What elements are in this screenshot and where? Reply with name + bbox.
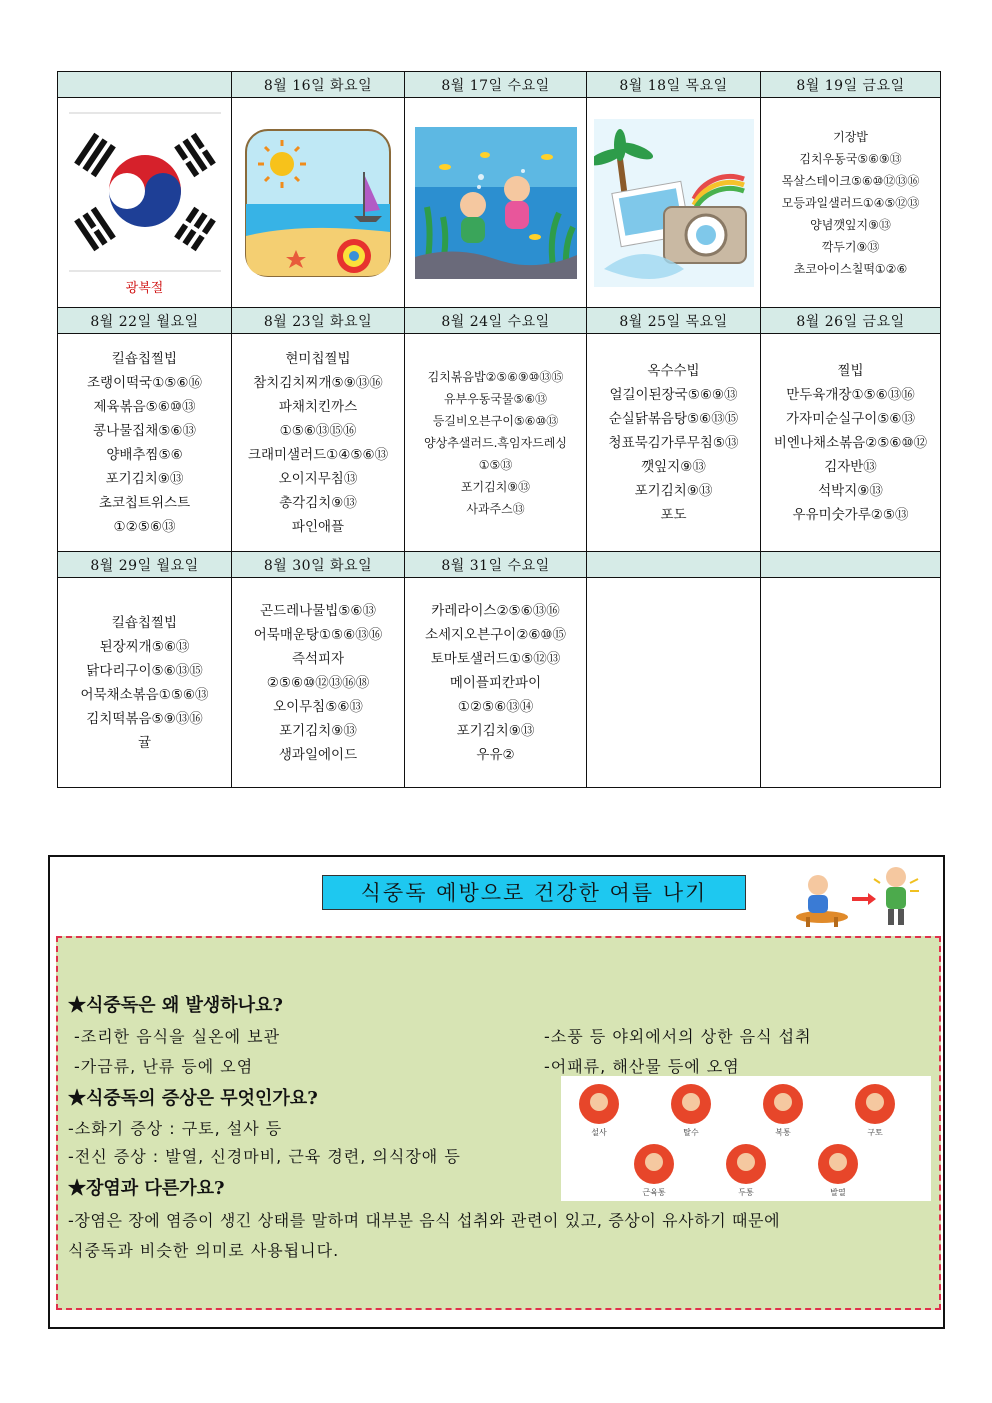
menu-item: 초코칩트위스트 <box>98 494 191 511</box>
week2-thu-header: 8월 25일 목요일 <box>587 308 761 334</box>
week2-wed-menu <box>405 366 586 520</box>
week3-fri-header <box>761 552 941 578</box>
menu-item: ②⑤⑥⑩⑫⑬⑯⑱ <box>266 674 370 691</box>
menu-item: 어묵채소볶음①⑤⑥⑬ <box>80 686 209 703</box>
korean-flag-image <box>67 109 223 275</box>
week3-header-row <box>58 552 941 578</box>
week3-mon-menu <box>58 611 231 755</box>
menu-item: 생과일에이드 <box>278 746 358 763</box>
menu-item: 포기김치⑨⑬ <box>456 722 535 739</box>
symptom-label: 설사 <box>591 1128 607 1137</box>
symptom-face-icon <box>590 1093 608 1111</box>
menu-item: 김자반⑬ <box>824 458 877 475</box>
week2-fri-cell <box>761 334 941 552</box>
week2-wed-cell <box>405 334 587 552</box>
week3-wed-menu <box>405 599 586 767</box>
week3-wed-header: 8월 31일 수요일 <box>405 552 587 578</box>
week3-thu-cell <box>587 578 761 788</box>
week3-wed-cell <box>405 578 587 788</box>
week3-mon-header: 8월 29일 월요일 <box>58 552 232 578</box>
menu-item: 양상추샐러드.흑임자드레싱 <box>424 435 567 450</box>
menu-item: 양배추찜⑤⑥ <box>106 446 183 463</box>
menu-item: 포기김치⑨⑬ <box>105 470 184 487</box>
menu-item: 귤 <box>137 734 152 751</box>
menu-item: 크래미샐러드①④⑤⑥⑬ <box>247 446 389 463</box>
week3-tue-cell <box>232 578 405 788</box>
week3-tue-menu <box>232 599 404 767</box>
menu-item: 오이무침⑤⑥⑬ <box>273 698 363 715</box>
week3-thu-header <box>587 552 761 578</box>
week3-tue-header: 8월 30일 화요일 <box>232 552 405 578</box>
beach-cell <box>232 98 405 308</box>
symptom-label: 구토 <box>867 1128 883 1137</box>
week2-mon-header: 8월 22일 월요일 <box>58 308 232 334</box>
food-poisoning-title: 식중독 예방으로 건강한 여름 나기 <box>322 875 746 910</box>
symptom-face-icon <box>737 1153 755 1171</box>
snorkel-cell <box>405 98 587 308</box>
symptom-face-icon <box>774 1093 792 1111</box>
menu-item: 총각김치⑨⑬ <box>279 494 357 511</box>
symptom-label: 근육통 <box>642 1188 666 1197</box>
week1-day1-header <box>58 72 232 98</box>
week1-day4-header: 8월 18일 목요일 <box>587 72 761 98</box>
week2-tue-menu <box>232 347 404 539</box>
menu-item: 가자미순실구이⑤⑥⑬ <box>786 410 915 427</box>
menu-item: 우유② <box>476 746 515 763</box>
menu-item: 포기김치⑨⑬ <box>634 482 713 499</box>
week1-day5-header: 8월 19일 금요일 <box>761 72 941 98</box>
week1-day3-header: 8월 17일 수요일 <box>405 72 587 98</box>
menu-item: 어묵매운탕①⑤⑥⑬⑯ <box>253 626 383 643</box>
menu-item: 기장밥 <box>833 129 868 144</box>
week2-tue-cell <box>232 334 405 552</box>
week1-fri-menu <box>761 126 940 280</box>
menu-item: 김치떡볶음⑤⑨⑬⑯ <box>86 710 203 727</box>
menu-item: 메이플피칸파이 <box>449 674 542 691</box>
menu-item: 소세지오븐구이②⑥⑩⑮ <box>424 626 567 643</box>
menu-item: 유부우동국물⑤⑥⑬ <box>443 391 548 406</box>
week2-mon-menu <box>58 347 231 539</box>
symptom-face-icon <box>829 1153 847 1171</box>
menu-item: 김치우동국⑤⑥⑨⑬ <box>799 151 902 166</box>
q1-cause-3: -가금류, 난류 등에 오염 <box>74 1057 254 1076</box>
q1-cause-4: -어패류, 해산물 등에 오염 <box>544 1057 740 1076</box>
menu-item: ①⑤⑥⑬⑮⑯ <box>279 422 357 439</box>
week2-mon-cell <box>58 334 232 552</box>
snorkeling-illustration <box>415 127 577 279</box>
symptom-face-icon <box>682 1093 700 1111</box>
vacation-illustration <box>594 119 754 287</box>
holiday-cell <box>58 98 232 308</box>
symptom-face-icon <box>645 1153 663 1171</box>
menu-item: 토마토샐러드①⑤⑫⑬ <box>430 650 561 667</box>
symptom-label: 복통 <box>775 1128 791 1137</box>
menu-item: 우유미숫가루②⑤⑬ <box>792 506 909 523</box>
food-poisoning-info-box <box>56 936 941 1310</box>
menu-item: 포기김치⑨⑬ <box>460 479 531 494</box>
menu-item: 사과주스⑬ <box>466 501 525 516</box>
week3-mon-cell <box>58 578 232 788</box>
week1-day2-header: 8월 16일 화요일 <box>232 72 405 98</box>
menu-item: 제육볶음⑤⑥⑩⑬ <box>93 398 196 415</box>
menu-item: 만두육개장①⑤⑥⑬⑯ <box>786 386 915 403</box>
week3-fri-cell <box>761 578 941 788</box>
symptom-label: 발열 <box>830 1188 846 1197</box>
q2-heading: ★식중독의 증상은 무엇인가요? <box>68 1088 318 1109</box>
menu-item: 참치김치찌개⑤⑨⑬⑯ <box>253 374 383 391</box>
week2-thu-menu <box>587 359 760 527</box>
symptom-label: 두통 <box>738 1188 754 1197</box>
week2-thu-cell <box>587 334 761 552</box>
menu-item: 청표묵김가루무침⑤⑬ <box>608 434 739 451</box>
menu-item: 김치볶음밥②⑤⑥⑨⑩⑬⑮ <box>427 369 564 384</box>
menu-item: 등길비오븐구이⑤⑥⑩⑬ <box>432 413 559 428</box>
menu-item: 비엔나채소볶음②⑤⑥⑩⑫ <box>773 434 928 451</box>
q3-answer-2: 식중독과 비슷한 의미로 사용됩니다. <box>68 1241 340 1260</box>
menu-item: 포기김치⑨⑬ <box>279 722 357 739</box>
menu-item: 오이지무침⑬ <box>278 470 358 487</box>
q1-cause-1: -조리한 음식을 실온에 보관 <box>74 1027 281 1046</box>
menu-item: 즉석피자 <box>291 650 345 667</box>
menu-item: 콩나물집채⑤⑥⑬ <box>93 422 196 439</box>
week1-fri-cell <box>761 98 941 308</box>
weekly-menu-table <box>57 71 941 788</box>
q2-symptom-1: -소화기 증상 : 구토, 설사 등 <box>68 1119 283 1138</box>
menu-item: 깍두기⑨⑬ <box>821 239 880 254</box>
week2-fri-menu <box>761 359 940 527</box>
q3-heading: ★장염과 다른가요? <box>68 1178 225 1199</box>
menu-item: 조랭이떡국①⑤⑥⑯ <box>86 374 202 391</box>
food-poisoning-section <box>48 855 945 1329</box>
menu-item: 석박지⑨⑬ <box>818 482 883 499</box>
menu-item: 찔빕 <box>837 362 864 379</box>
menu-item: 파채치킨까스 <box>278 398 358 415</box>
symptoms-illustration <box>561 1076 931 1201</box>
beach-illustration <box>242 124 394 282</box>
stomachache-illustration <box>792 863 922 929</box>
menu-item: ①⑤⑬ <box>478 457 513 472</box>
menu-item: 된장찌개⑤⑥⑬ <box>99 638 190 655</box>
menu-item: 현미칩찔빕 <box>285 350 351 367</box>
holiday-label: 광복절 <box>125 281 164 296</box>
symptom-label: 탈수 <box>683 1128 699 1137</box>
menu-item: 포도 <box>660 506 687 523</box>
week2-tue-header: 8월 23일 화요일 <box>232 308 405 334</box>
week2-menu-row <box>58 334 941 552</box>
menu-item: 카레라이스②⑤⑥⑬⑯ <box>431 602 560 619</box>
menu-item: 곤드레나물빕⑤⑥⑬ <box>260 602 376 619</box>
q1-heading: ★식중독은 왜 발생하나요? <box>68 995 283 1016</box>
menu-item: 초코아이스칠떡①②⑥ <box>793 261 908 276</box>
menu-item: 얼길이된장국⑤⑥⑨⑬ <box>609 386 738 403</box>
symptom-face-icon <box>866 1093 884 1111</box>
menu-item: 킬숍칩찔빕 <box>111 350 178 367</box>
menu-item: 킬숍칩찔빕 <box>111 614 178 631</box>
week1-header-row <box>58 72 941 98</box>
menu-item: 양념깻잎지⑨⑬ <box>810 217 891 232</box>
vacation-cell <box>587 98 761 308</box>
menu-item: 깻잎지⑨⑬ <box>641 458 706 475</box>
menu-item: 파인애플 <box>291 518 345 535</box>
menu-item: 모등과일샐러드①④⑤⑫⑬ <box>781 195 920 210</box>
week2-header-row <box>58 308 941 334</box>
menu-item: 목살스테이크⑤⑥⑩⑫⑬⑯ <box>781 173 920 188</box>
menu-item: 순실닭볶음탕⑤⑥⑬⑮ <box>608 410 739 427</box>
q1-cause-2: -소풍 등 야외에서의 상한 음식 섭취 <box>544 1027 812 1046</box>
q2-symptom-2: -전신 증상 : 발열, 신경마비, 근육 경련, 의식장애 등 <box>68 1147 461 1166</box>
menu-item: 옥수수빕 <box>647 362 700 379</box>
week2-fri-header: 8월 26일 금요일 <box>761 308 941 334</box>
week3-menu-row <box>58 578 941 788</box>
week1-menu-row <box>58 98 941 308</box>
menu-item: ①②⑤⑥⑬ <box>113 518 176 535</box>
menu-item: ①②⑤⑥⑬⑭ <box>457 698 534 715</box>
week2-wed-header: 8월 24일 수요일 <box>405 308 587 334</box>
menu-item: 닭다리구이⑤⑥⑬⑮ <box>86 662 203 679</box>
q3-answer-1: -장염은 장에 염증이 생긴 상태를 말하며 대부분 음식 섭취와 관련이 있고, 증상이 유사하기 때문에 <box>68 1211 781 1230</box>
